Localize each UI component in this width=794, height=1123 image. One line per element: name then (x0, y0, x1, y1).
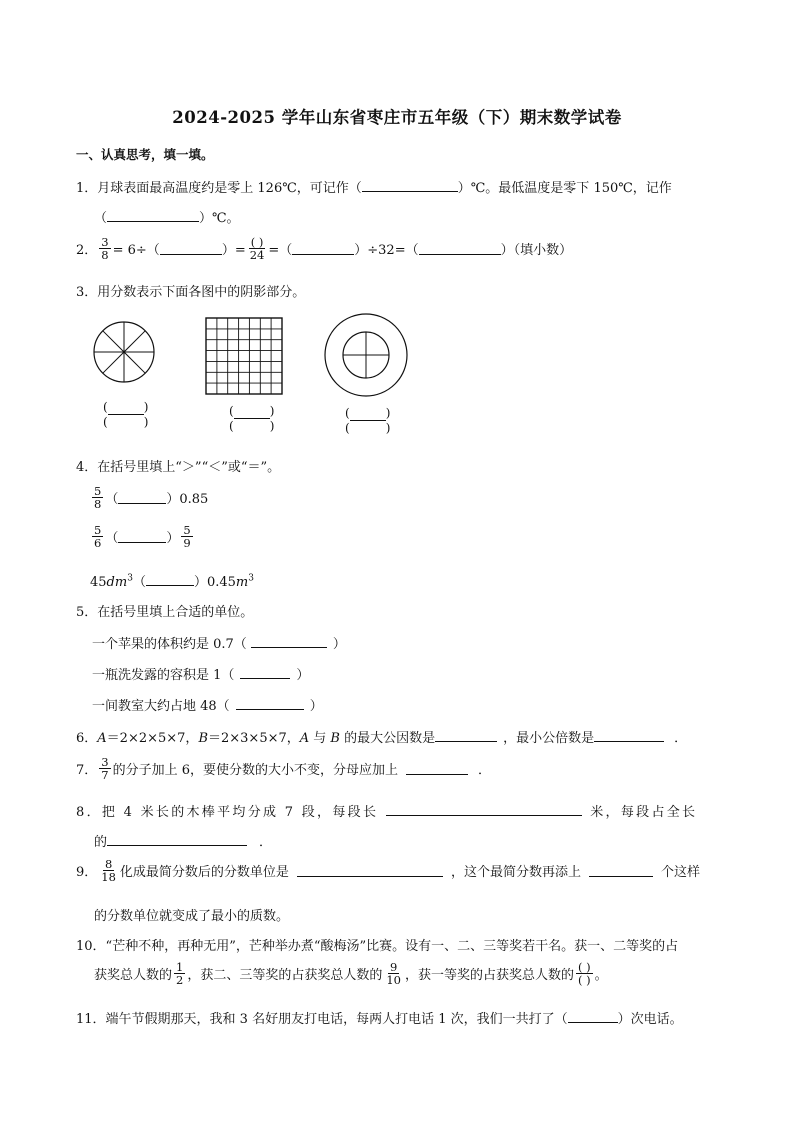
square-grid-figure (205, 317, 283, 395)
q9-blank-1[interactable] (297, 864, 443, 877)
question-8: 8．把 4 米长的木棒平均分成 7 段，每段长 米，每段占全长 (76, 805, 698, 820)
question-9: 9． $\frac{8}{18}$ 化成最简分数后的分数单位是 ，这个最简分数再添上 个这样 (76, 857, 700, 885)
q2-number: 2． (76, 243, 98, 259)
q5-item-classroom: 一间教室大约占地 48（ ） (92, 699, 323, 714)
question-1 (76, 177, 672, 196)
question-7: 7． $\frac{3}{7}$ 的分子加上 6，要使分数的大小不变，分母应加上 ． (76, 755, 492, 783)
question-6: 6．A＝2×2×5×7，B＝2×3×5×7，A 与 B 的最大公因数是 ，最小公倍数是 ． (76, 731, 688, 746)
q4-row-3: $45dm^3$（ ）$0.45m^3$ (90, 573, 254, 590)
question-8-line-2: 的 ． (94, 835, 273, 850)
q4-fraction-5-6: $\frac{5}{6}$ (94, 523, 102, 551)
q2-blank-3[interactable] (419, 242, 501, 255)
q1-blank-1[interactable] (362, 179, 458, 192)
q5-blank-2[interactable] (240, 666, 290, 679)
q2-text-4: ）÷32=（ (354, 243, 419, 259)
q4-blank-2[interactable] (118, 530, 166, 543)
question-2 (76, 236, 572, 261)
q1-text-d: ）℃。 (199, 211, 240, 226)
q10-answer-fraction[interactable]: $\frac{( )}{( )}$ (578, 960, 591, 988)
q4-row-1 (90, 485, 208, 510)
q7-fraction-3-7: $\frac{3}{7}$ (101, 755, 109, 783)
q8-blank-1[interactable] (386, 803, 582, 816)
question-11: 11．端午节假期那天，我和 3 名好朋友打电话，每两人打电话 1 次，我们一共打了（ ）次电话。 (76, 1012, 683, 1027)
question-9-line-2: 的分数单位就变成了最小的质数。 (94, 909, 290, 924)
q11-blank[interactable] (568, 1010, 618, 1023)
q2-blank-2[interactable] (292, 242, 354, 255)
q4-fraction-5-9: $\frac{5}{9}$ (183, 523, 191, 551)
question-1-line-2 (94, 207, 240, 226)
q4-blank-3[interactable] (146, 573, 194, 586)
q2-text-1: = 6÷（ (112, 243, 160, 259)
q4-text-2: ） (166, 531, 180, 547)
q1-text-a: 1．月球表面最高温度约是零上 126℃，可记作（ (76, 181, 362, 196)
q9-fraction-8-18: $\frac{8}{18}$ (101, 857, 116, 885)
q4-fraction-5-8: $\frac{5}{8}$ (94, 484, 102, 512)
q2-text-5: ）（填小数） (500, 243, 573, 259)
q5-item-shampoo: 一瓶洗发露的容积是 1（ ） (92, 668, 310, 683)
q2-fraction-1: $\frac{3}{8}$ (101, 235, 109, 263)
circle-eight-sectors-figure (92, 320, 156, 384)
figure-2-answer-fraction[interactable]: ( ) ( ) (229, 404, 275, 433)
q1-text-c: （ (94, 211, 108, 226)
q8-blank-2[interactable] (107, 833, 247, 846)
ring-cross-figure (323, 312, 409, 398)
exam-title: 2024-2025 学年山东省枣庄市五年级（下）期末数学试卷 (172, 108, 622, 127)
q4-paren-open-2: （ (105, 531, 119, 547)
question-10-line-2: 获奖总人数的 $\frac{1}{2}$ ，获二、三等奖的占获奖总人数的 $\frac{9}{10}$ ，获一等奖的占获奖总人数的 $\frac{( )}{( )}$ 。 (94, 960, 608, 988)
q4-paren-open: （ (105, 492, 119, 508)
q2-text-3: =（ (268, 243, 293, 259)
q7-blank[interactable] (406, 762, 468, 775)
q4-row-2 (90, 524, 195, 549)
q10-fraction-9-10: $\frac{9}{10}$ (386, 960, 401, 988)
figure-3-answer-fraction[interactable]: ( ) ( ) (345, 406, 391, 435)
q2-blank-1[interactable] (160, 242, 222, 255)
q1-blank-2[interactable] (107, 209, 199, 222)
q2-fraction-2: $\frac{( )}{24}$ (249, 235, 265, 263)
q10-fraction-1-2: $\frac{1}{2}$ (176, 960, 184, 988)
q6-blank-lcm[interactable] (594, 729, 664, 742)
question-4: 4．在括号里填上“＞”“＜”或“＝”。 (76, 460, 281, 475)
question-5: 5．在括号里填上合适的单位。 (76, 605, 254, 620)
q5-blank-3[interactable] (236, 697, 304, 710)
q5-blank-1[interactable] (251, 635, 327, 648)
q4-text-1: ）0.85 (166, 492, 209, 508)
q9-blank-2[interactable] (589, 864, 653, 877)
section-heading: 一、认真思考，填一填。 (76, 147, 214, 162)
q5-item-apple: 一个苹果的体积约是 0.7（ ） (92, 637, 346, 652)
figure-1-answer-fraction[interactable]: ( ) ( ) (103, 400, 149, 429)
q1-text-b: ）℃。最低温度是零下 150℃，记作 (457, 181, 672, 196)
q4-blank-1[interactable] (118, 491, 166, 504)
question-3: 3．用分数表示下面各图中的阴影部分。 (76, 285, 306, 300)
q6-blank-gcd[interactable] (435, 729, 497, 742)
question-10: 10．“芒种不种，再种无用”，芒种举办煮“酸梅汤”比赛。设有一、二、三等奖若干名。获一、二等奖的占 (76, 939, 679, 954)
q2-text-2: ）= (221, 243, 246, 259)
